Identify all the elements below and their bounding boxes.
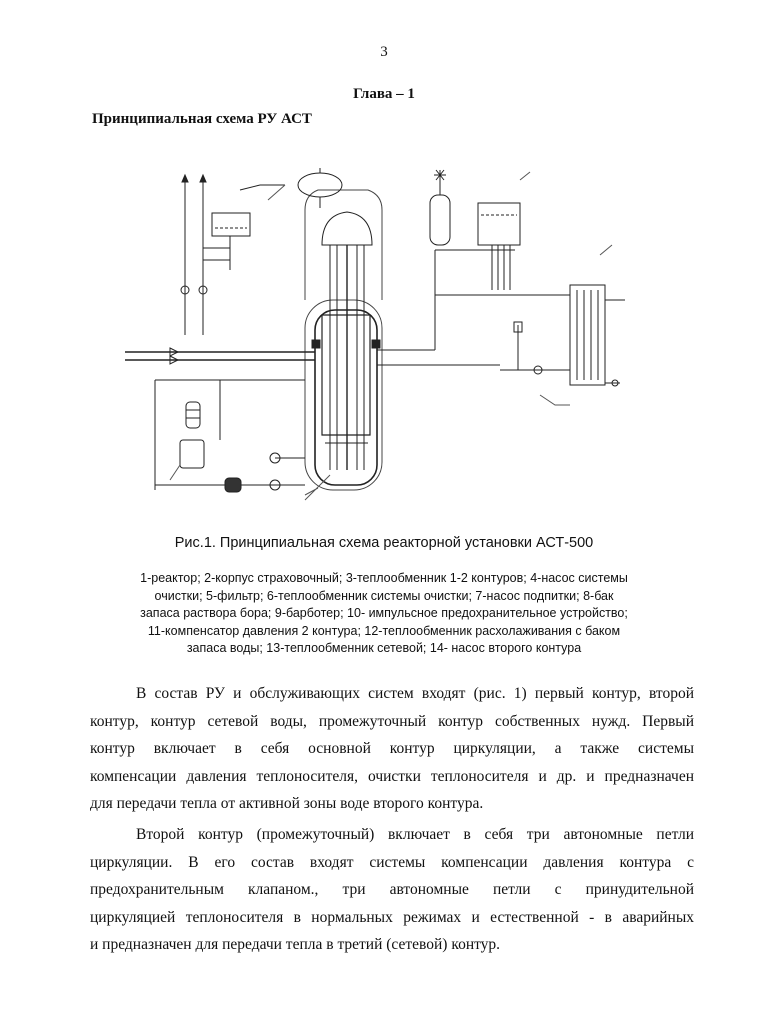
figure-caption: Рис.1. Принципиальная схема реакторной установки АСТ-500	[174, 535, 594, 551]
legend-line: запаса раствора бора; 9-барботер; 10- импульсное предохранительное устройство;	[140, 606, 628, 620]
heat-exchanger-1-2	[322, 315, 370, 435]
paragraph-line: Второй контур (промежуточный) включает в себя три автономные петли	[136, 826, 694, 843]
network-heat-exchanger	[570, 285, 605, 385]
legend-line: 1-реактор; 2-корпус страховочный; 3-теплообменник 1-2 контуров; 4-насос системы	[140, 571, 628, 585]
paragraph-line: контур включает в себя основной контур циркуляции, а также системы	[90, 740, 694, 757]
reactor-dome	[322, 212, 372, 245]
legend-line: очистки; 5-фильтр; 6-теплообменник системы очистки; 7-насос подпитки; 8-бак	[154, 588, 614, 603]
legend-line: запаса воды; 13-теплообменник сетевой; 14- насос второго контура	[186, 641, 582, 655]
section-title: Принципиальная схема РУ АСТ	[92, 111, 312, 127]
body-paragraph	[90, 821, 694, 959]
paragraph-line: предохранительным клапаном., три автономные петли с принудительной	[90, 881, 694, 898]
page-number: 3	[380, 44, 388, 60]
cleanup-pump	[225, 478, 241, 492]
barboter-tank	[298, 173, 342, 197]
boron-solution-tank	[212, 213, 250, 236]
cleanup-heat-exchanger	[180, 440, 204, 468]
paragraph-line: циркуляцией теплоносителя в нормальных режимах и естественной - в аварийных	[90, 908, 694, 926]
cleanup-filter	[186, 402, 200, 428]
figure-legend	[100, 570, 668, 658]
cooldown-heat-exchanger-tank	[478, 203, 520, 245]
paragraph-line: циркуляции. В его состав входят системы компенсации давления контура с	[90, 853, 694, 871]
paragraph-line: для передачи тепла от активной зоны воде второго контура.	[90, 795, 484, 812]
paragraph-line: компенсации давления теплоносителя, очистки теплоносителя и др. и предназначен	[90, 767, 694, 785]
body-paragraph	[90, 680, 694, 818]
reactor-vessel	[315, 310, 377, 485]
legend-line: 11-компенсатор давления 2 контура; 12-теплообменник расхолаживания с баком	[147, 623, 621, 638]
chapter-heading: Глава – 1	[353, 86, 415, 102]
paragraph-line: и предназначен для передачи тепла в третий (сетевой) контур.	[90, 936, 501, 953]
paragraph-line: контур, контур сетевой воды, промежуточный контур собственных нужд. Первый	[90, 712, 694, 730]
reactor-schematic-diagram	[100, 140, 680, 530]
paragraph-line: В состав РУ и обслуживающих систем входят (рис. 1) первый контур, второй	[136, 685, 694, 702]
pressure-compensator	[430, 195, 450, 245]
